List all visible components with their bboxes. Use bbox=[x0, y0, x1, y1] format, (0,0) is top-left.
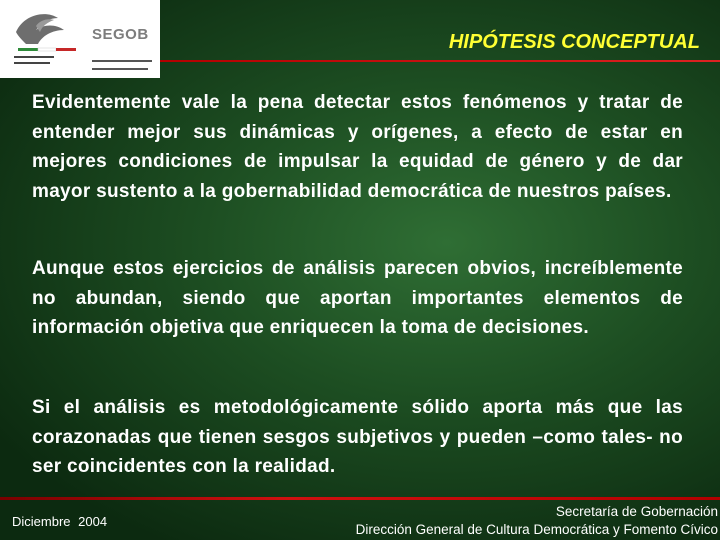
footer-org-line2: Dirección General de Cultura Democrática y Fomento Cívico bbox=[355, 522, 718, 537]
footer-divider bbox=[0, 497, 720, 500]
footer-organization bbox=[356, 503, 718, 539]
logo-wordmark: SEGOB bbox=[92, 26, 149, 43]
body-paragraph: Evidentemente vale la pena detectar estos fenómenos y tratar de entender mejor sus dinámicas y orígenes, a efecto de estar en mejores condiciones de impulsar la equidad de género y de dar mayor sustento a la gobernabilidad democrática de nuestros países. bbox=[32, 92, 683, 202]
footer-date: Diciembre 2004 bbox=[12, 514, 108, 529]
logo-caption-line bbox=[92, 60, 152, 62]
eagle-emblem-icon bbox=[6, 4, 86, 70]
footer-org-line1: Secretaría de Gobernación bbox=[555, 504, 718, 519]
slide-title: HIPÓTESIS CONCEPTUAL bbox=[448, 31, 700, 53]
body-paragraph: Si el análisis es metodológicamente sólido aporta más que las corazonadas que tienen sesgos subjetivos y pueden –como tales- no ser coincidentes con la realidad. bbox=[32, 397, 683, 477]
body-paragraph: Aunque estos ejercicios de análisis parecen obvios, increíblemente no abundan, siendo que aportan importantes elementos de información objetiva que enriquecen la toma de decisiones. bbox=[32, 258, 683, 338]
header-divider bbox=[160, 60, 720, 62]
segob-logo bbox=[0, 0, 160, 78]
logo-caption-line bbox=[92, 68, 148, 70]
